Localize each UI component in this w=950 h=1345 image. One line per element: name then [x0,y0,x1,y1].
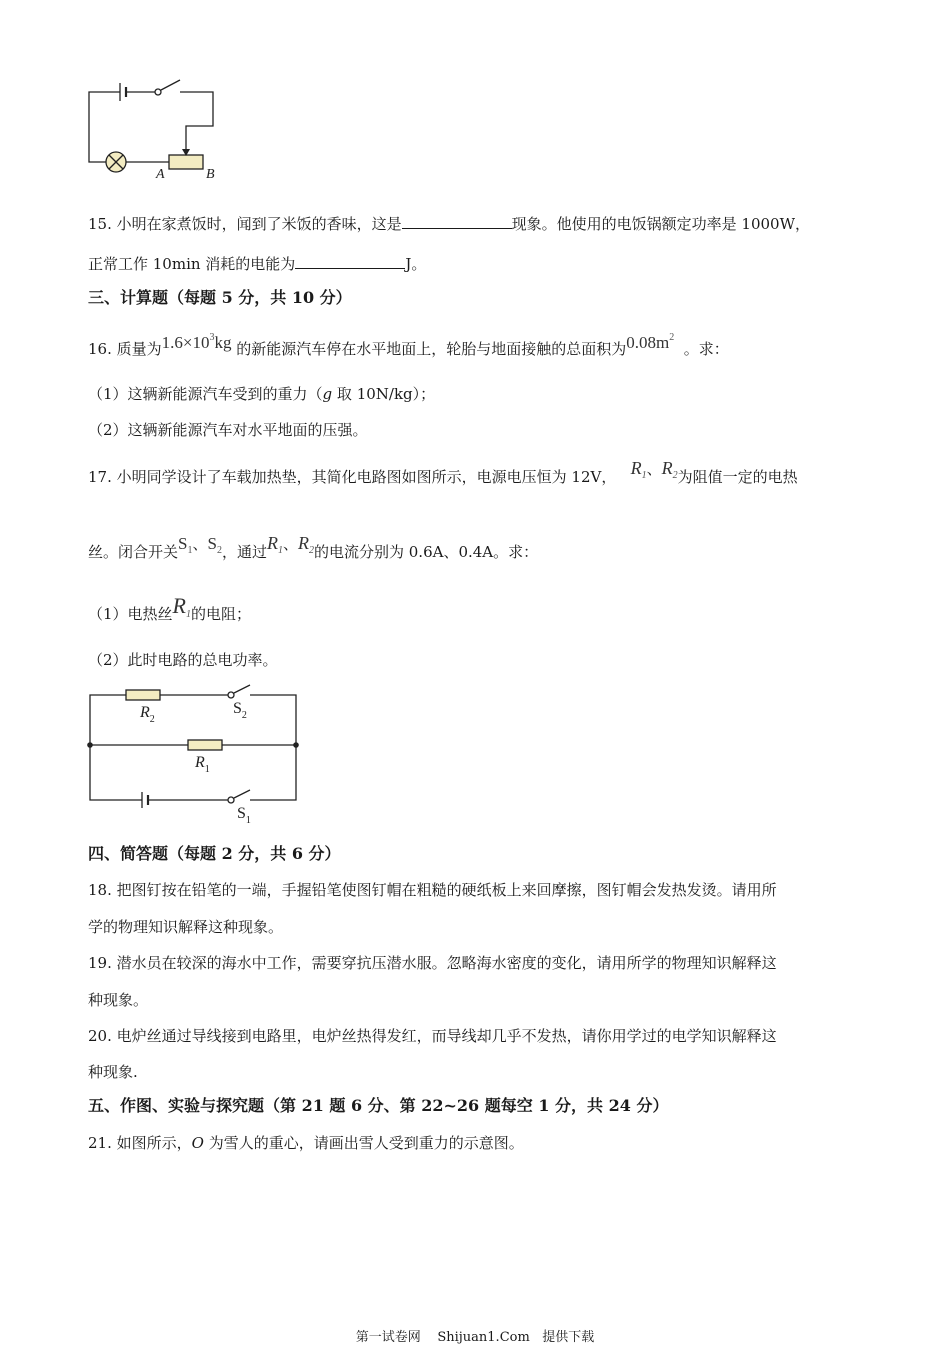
section-3-title: 三、计算题（每题 5 分，共 10 分） [88,288,352,307]
section-5-title: 五、作图、实验与探究题（第 21 题 6 分、第 22~26 题每空 1 分，共 24 分） [88,1096,669,1115]
svg-text:S2: $S_2$ [233,700,247,721]
page-footer: 第一试卷网 Shijuan1.Com 提供下载 [355,1330,595,1345]
circuit-diagram-2 [80,683,310,828]
q17-line1: 17. 小明同学设计了车载加热垫，其简化电路图如图所示，电源电压恒为 12V， $R_1$、$R_2$为阻值一定的电热 [88,458,798,486]
svg-text:R2: $R_2$ [140,704,155,725]
q17-sub1: （1）电热丝$R_1$的电阻； [88,593,252,623]
svg-text:S1: $S_1$ [237,805,251,826]
q21-stem: 21. 如图所示，O 为雪人的重心，请画出雪人受到重力的示意图。 [88,1134,524,1152]
q16-mass: $1.6\times 10^3kg$ [161,332,232,352]
q19-line1: 19. 潜水员在较深的海水中工作，需要穿抗压潜水服。忽略海水密度的变化，请用所学的物理知识解释这 [88,954,777,972]
q20-line2: 种现象. [88,1063,138,1081]
circuit-diagram-1 [80,70,230,185]
q15-blank-1[interactable] [402,214,512,229]
q19-line2: 种现象。 [88,991,149,1009]
q15-line1: 15. 小明在家煮饭时，闻到了米饭的香味，这是 现象。他使用的电饭锅额定功率是 1000W， [88,215,811,233]
q15-line2: 正常工作 10min 消耗的电能为 J。 [88,255,427,273]
q16-stem: 16. 质量为$1.6\times 10^3kg$ 的新能源汽车停在水平地面上，轮胎与地面接触的总面积为$0.08m^2$ 。求： [88,332,729,358]
q17-line2: 丝。闭合开关$S_1$、$S_2$，通过$R_1$、$R_2$的电流分别为 0.6A、0.4A。求： [88,533,539,561]
q20-line1: 20. 电炉丝通过导线接到电路里，电炉丝热得发红，而导线却几乎不发热，请你用学过的电学知识解释这 [88,1027,777,1045]
q16-sub2: （2）这辆新能源汽车对水平地面的压强。 [88,421,368,439]
q16-area: $0.08m^2$ [626,332,675,352]
label-b: B [206,167,215,182]
q16-sub1: （1）这辆新能源汽车受到的重力（g 取 10N/kg）； [88,385,436,403]
label-a: A [156,167,165,182]
q18-line1: 18. 把图钉按在铅笔的一端，手握铅笔使图钉帽在粗糙的硬纸板上来回摩擦，图钉帽会发热发烫。请用所 [88,881,777,899]
section-4-title: 四、简答题（每题 2 分，共 6 分） [88,844,341,863]
q17-sub2: （2）此时电路的总电功率。 [88,651,278,669]
q18-line2: 学的物理知识解释这种现象。 [88,918,284,936]
svg-text:R1: $R_1$ [195,754,210,775]
q15-blank-2[interactable] [295,254,405,269]
